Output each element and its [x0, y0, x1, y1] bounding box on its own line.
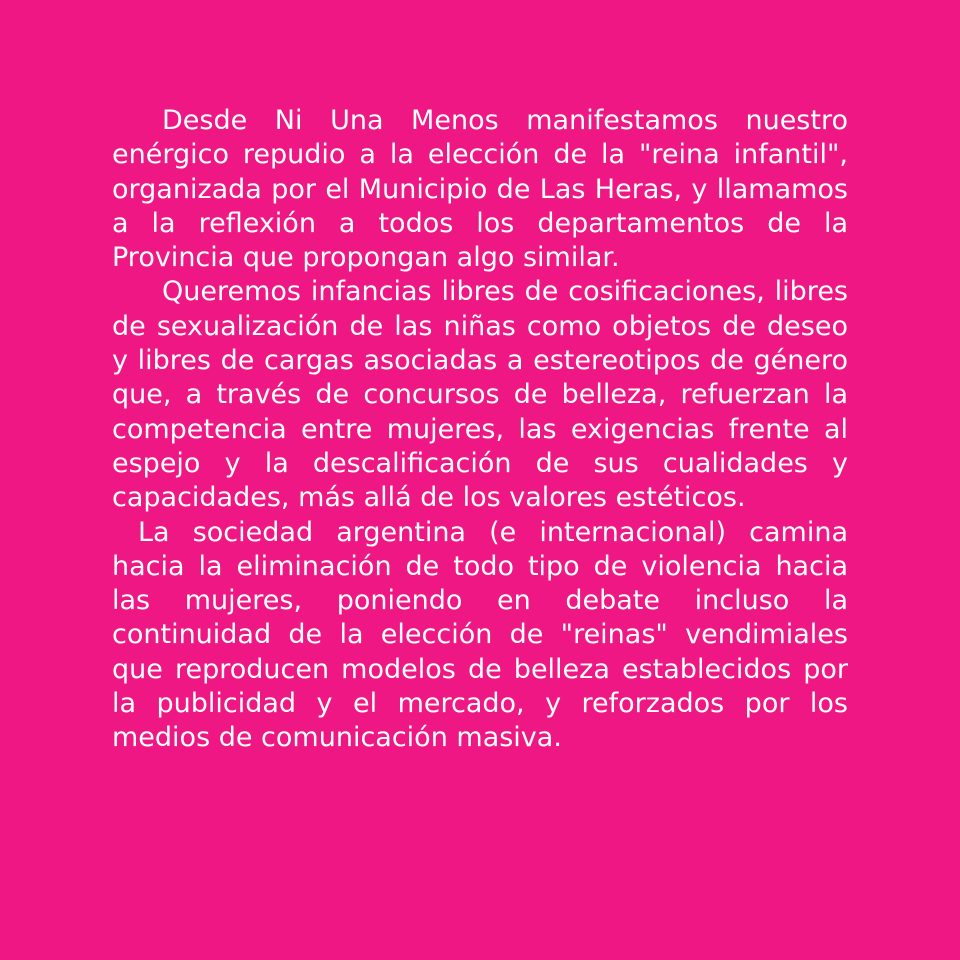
- statement-text: [112, 104, 848, 756]
- paragraph-repudio: Desde Ni Una Menos manifestamos nuestro enérgico repudio a la elección de la "reina infantil", organizada por el Municipio de Las Heras, y llamamos a la reflexión a todos los departamentos de la Provincia que propongan algo similar.: [112, 105, 848, 274]
- paragraph-sociedad: La sociedad argentina (e internacional) camina hacia la eliminación de todo tipo de violencia hacia las mujeres, poniendo en debate incluso la continuidad de la elección de "reinas" vendimiales que reproducen modelos de belleza establecidos por la publicidad y el mercado, y reforzados por los medios de comunicación masiva.: [112, 516, 848, 754]
- paragraph-infancias: Queremos infancias libres de cosificaciones, libres de sexualización de las niñas como objetos de deseo y libres de cargas asociadas a estereotipos de género que, a través de concursos de belleza, refuerzan la competencia entre mujeres, las exigencias frente al espejo y la descalificación de sus cualidades y capacidades, más allá de los valores estéticos.: [112, 276, 848, 514]
